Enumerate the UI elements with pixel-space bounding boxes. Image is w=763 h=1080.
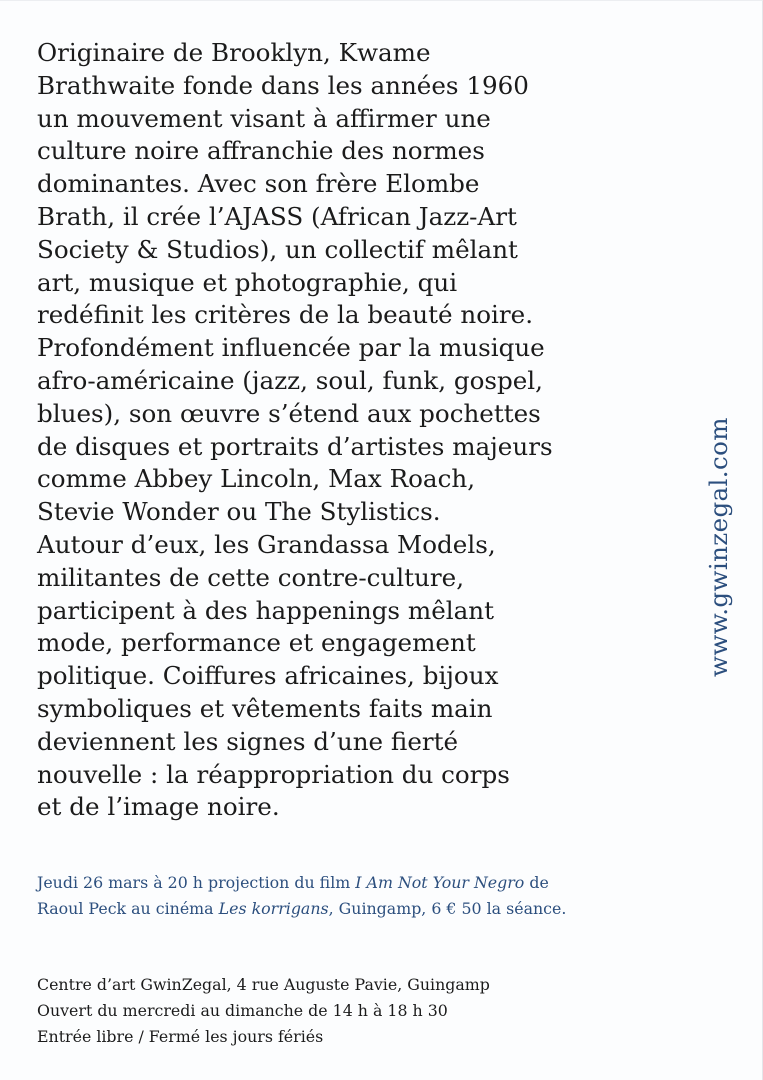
body-line: comme Abbey Lincoln, Max Roach, [37,464,476,494]
venue-address: Centre d’art GwinZegal, 4 rue Auguste Pavie, Guingamp [37,975,490,994]
body-line: dominantes. Avec son frère Elombe [37,169,480,199]
main-description [37,37,657,824]
event-date-text: Jeudi 26 mars à 20 h projection du film [37,873,356,892]
opening-hours: Ouvert du mercredi au dimanche de 14 h à 18 h 30 [37,1001,448,1020]
body-line: blues), son œuvre s’étend aux pochettes [37,398,541,428]
film-title: I Am Not Your Negro [355,873,525,892]
admission-info: Entrée libre / Fermé les jours fériés [37,1027,324,1046]
body-line: un mouvement visant à affirmer une [37,103,491,133]
event-line-1 [37,870,677,896]
event-line-2 [37,896,677,922]
cinema-name: Les korrigans [218,899,329,918]
website-url: www.gwinzegal.com [704,417,733,677]
body-line: Autour d’eux, les Grandassa Models, [37,529,496,559]
body-line: nouvelle : la réappropriation du corps [37,759,510,789]
body-line: afro-américaine (jazz, soul, funk, gospel, [37,365,543,395]
body-line: symboliques et vêtements faits main [37,693,493,723]
body-line: art, musique et photographie, qui [37,267,458,297]
event-text-suffix: de [524,873,549,892]
body-line: Profondément influencée par la musique [37,333,545,363]
body-line: Stevie Wonder ou The Stylistics. [37,497,441,527]
body-line: Brath, il crée l’AJASS (African Jazz-Art [37,201,517,231]
body-line: de disques et portraits d’artistes majeurs [37,431,553,461]
body-line: deviennent les signes d’une fierté [37,726,459,756]
price-text: , Guingamp, 6 € 50 la séance. [328,899,567,918]
body-line: Brathwaite fonde dans les années 1960 [37,70,529,100]
body-line: culture noire affranchie des normes [37,136,485,166]
body-line: Society & Studios), un collectif mêlant [37,234,518,264]
body-line: Originaire de Brooklyn, Kwame [37,38,431,67]
director-text: Raoul Peck au cinéma [37,899,219,918]
screening-announcement [37,870,677,922]
body-line: militantes de cette contre-culture, [37,562,465,592]
venue-info [37,972,677,1050]
body-line: mode, performance et engagement [37,628,476,658]
body-line: et de l’image noire. [37,792,280,822]
body-line: redéfinit les critères de la beauté noire. [37,300,534,330]
body-line: participent à des happenings mêlant [37,595,495,625]
body-line: politique. Coiffures africaines, bijoux [37,661,499,691]
